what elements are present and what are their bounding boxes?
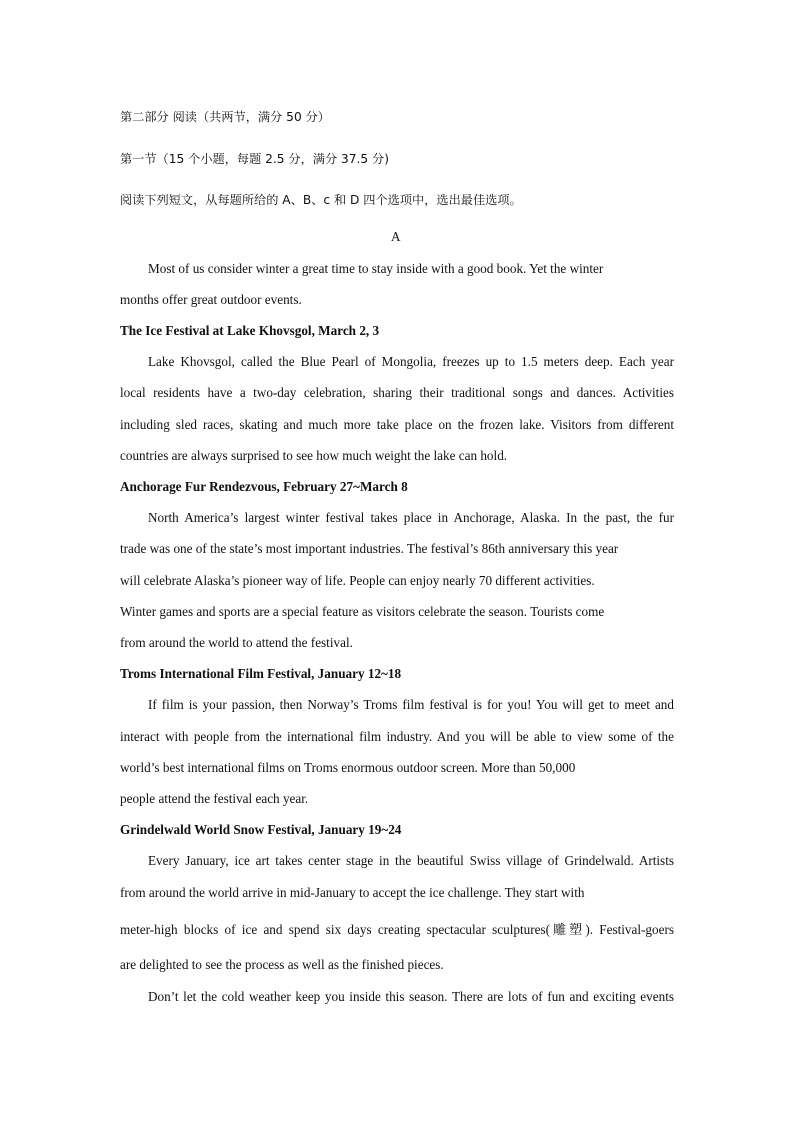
section-heading: 第一节（15 个小题，每题 2.5 分，满分 37.5 分)	[120, 152, 389, 166]
paragraph-line: will celebrate Alaska’s pioneer way of life. People can enjoy nearly 70 different activities.	[120, 573, 595, 588]
paragraph-line: from around the world arrive in mid-January to accept the ice challenge. They start with	[120, 885, 585, 900]
festival-heading: Anchorage Fur Rendezvous, February 27~March 8	[120, 479, 408, 494]
paragraph-line: world’s best international films on Troms enormous outdoor screen. More than 50,000	[120, 760, 576, 775]
paragraph-line: If film is your passion, then Norway’s Troms film festival is for you! You will get to meet and	[148, 697, 674, 712]
passage-letter: A	[391, 229, 401, 244]
closing-line: Don’t let the cold weather keep you inside this season. There are lots of fun and exciting events	[148, 989, 674, 1004]
paragraph-line: Winter games and sports are a special feature as visitors celebrate the season. Tourists come	[120, 604, 605, 619]
intro-line: Most of us consider winter a great time to stay inside with a good book. Yet the winter	[148, 261, 604, 276]
paragraph-line: interact with people from the international film industry. And you will be able to view some of the	[120, 729, 674, 744]
paragraph-line: local residents have a two-day celebration, sharing their traditional songs and dances. Activities	[120, 385, 674, 400]
festival-heading: Grindelwald World Snow Festival, January 19~24	[120, 822, 402, 837]
paragraph-line: trade was one of the state’s most important industries. The festival’s 86th anniversary this year	[120, 541, 619, 556]
intro-line: months offer great outdoor events.	[120, 292, 302, 307]
paragraph-line: people attend the festival each year.	[120, 791, 309, 806]
paragraph-line: North America’s largest winter festival takes place in Anchorage, Alaska. In the past, the fur	[148, 510, 674, 525]
paragraph-line: meter-high blocks of ice and spend six days creating spectacular sculptures(雕塑). Festival-goers	[120, 922, 674, 937]
paragraph-line: are delighted to see the process as well as the finished pieces.	[120, 957, 444, 972]
paragraph-line: Lake Khovsgol, called the Blue Pearl of Mongolia, freezes up to 1.5 meters deep. Each year	[148, 354, 674, 369]
festival-heading: Troms International Film Festival, January 12~18	[120, 666, 402, 681]
paragraph-line: countries are always surprised to see how much weight the lake can hold.	[120, 448, 508, 463]
paragraph-line: including sled races, skating and much more take place on the frozen lake. Visitors from different	[120, 417, 674, 432]
paragraph-line: Every January, ice art takes center stage in the beautiful Swiss village of Grindelwald. Artists	[148, 853, 674, 868]
festival-heading: The Ice Festival at Lake Khovsgol, March 2, 3	[120, 323, 380, 338]
paragraph-line: from around the world to attend the festival.	[120, 635, 353, 650]
instruction-text: 阅读下列短文，从每题所给的 A、B、c 和 D 四个选项中，选出最佳选项。	[120, 193, 522, 207]
part-heading: 第二部分 阅读（共两节，满分 50 分）	[120, 110, 330, 124]
